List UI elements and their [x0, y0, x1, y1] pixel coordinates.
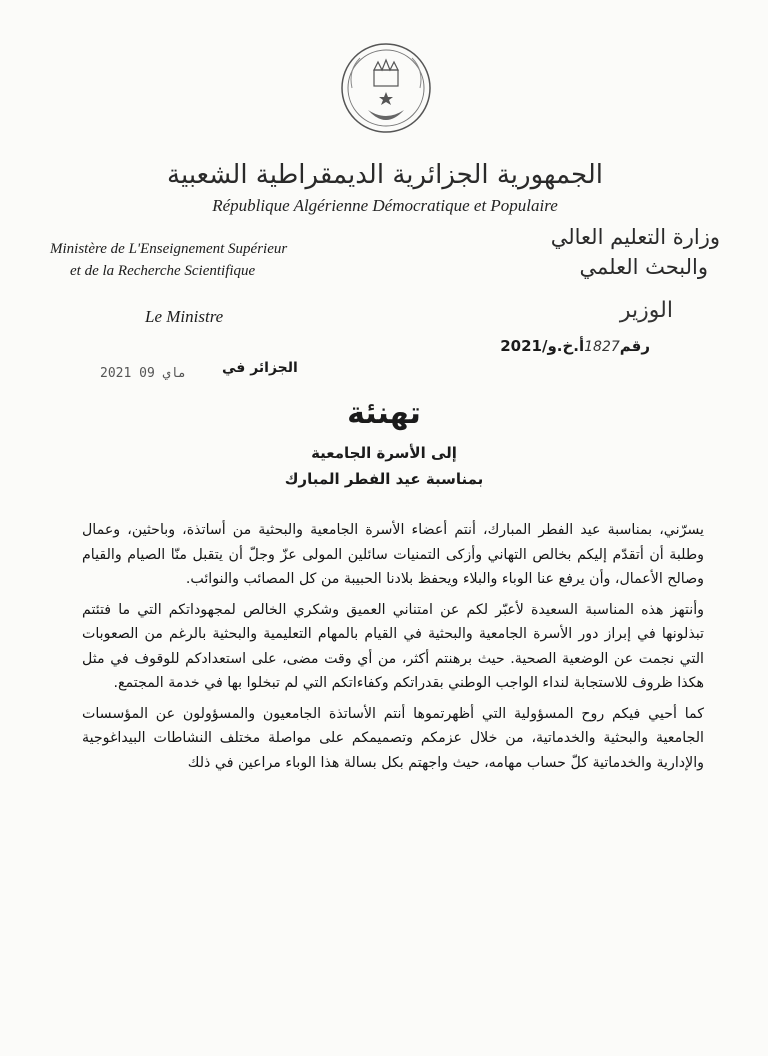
body-paragraph-1: يسرّني، بمناسبة عيد الفطر المبارك، أنتم أعضاء الأسرة الجامعية والبحثية من أساتذة، وباحثين، وعمال وطلبة أن أتقدّم إليكم بخالص التهاني وأزكى التمنيات سائلين المولى عزّ وجلّ أن يتقبل منّا الصيام والقيام وصالح الأعمال، وأن يرفع عنا الوباء والبلاء ويحفظ بلادنا الحبيبة من كل المصائب والنوائب. [82, 522, 704, 587]
reference-prefix: رقم [619, 337, 650, 355]
letter-title: تهنئة [347, 396, 421, 431]
body-paragraph-3: كما أحيي فيكم روح المسؤولية التي أظهرتموها أنتم الأساتذة الجامعيون والمسؤولون عن المؤسسات الجامعية والبحثية والخدماتية، من خلال عزمكم وتصميمكم على مواصلة مختلف النشاطات البيداغوجية والإدارية والخدماتية كلّ حساب مهامه، حيث واجهتم بكل بسالة هذا الوباء مراعين في ذلك [82, 705, 704, 771]
republic-name-arabic: الجمهورية الجزائرية الديمقراطية الشعبية [167, 160, 603, 190]
date-stamp: 2021 ماي 09 [100, 366, 187, 381]
ministry-fr-line-1: Ministère de L'Enseignement Supérieur [50, 241, 288, 257]
place-label: الجزائر في [222, 360, 298, 376]
reference-handwritten-number: 1827 [584, 339, 620, 355]
letter-body [82, 518, 704, 781]
body-paragraph-2: وأنتهز هذه المناسبة السعيدة لأعبّر لكم عن امتناني العميق وشكري الخالص لمجهوداتكم التي ما فتئتم تبذلونها في إبراز دور الأسرة الجامعية والبحثية في القيام بالمهام التعليمية والبحثية بالرغم من الصعوبات التي نجمت عن الوضعية الصحية. حيث برهنتم أكثر، من أي وقت مضى، على استعدادكم للوقوف في مثل هكذا ظروف للاستجابة لنداء الواجب الوطني بقدراتكم وكفاءاتكم التي لم تبخلوا بها في خدمة المجتمع. [82, 601, 704, 691]
subtitle-line-2: بمناسبة عيد الفطر المبارك [284, 470, 484, 488]
ministry-name-arabic [480, 222, 720, 282]
ministry-name-french [50, 238, 350, 282]
ministry-ar-line-2: والبحث العلمي [579, 255, 708, 279]
reference-number [500, 337, 650, 355]
minister-title-french: Le Ministre [145, 307, 224, 326]
letter-subtitle [234, 440, 534, 492]
minister-title-arabic: الوزير [619, 298, 673, 323]
republic-name-french: République Algérienne Démocratique et Populaire [212, 196, 558, 215]
ministry-fr-line-2: et de la Recherche Scientifique [70, 263, 256, 279]
ministry-ar-line-1: وزارة التعليم العالي [550, 225, 720, 249]
reference-suffix: أ.خ.و/2021 [500, 337, 585, 355]
subtitle-line-1: إلى الأسرة الجامعية [311, 444, 457, 462]
national-emblem-seal [338, 40, 434, 140]
